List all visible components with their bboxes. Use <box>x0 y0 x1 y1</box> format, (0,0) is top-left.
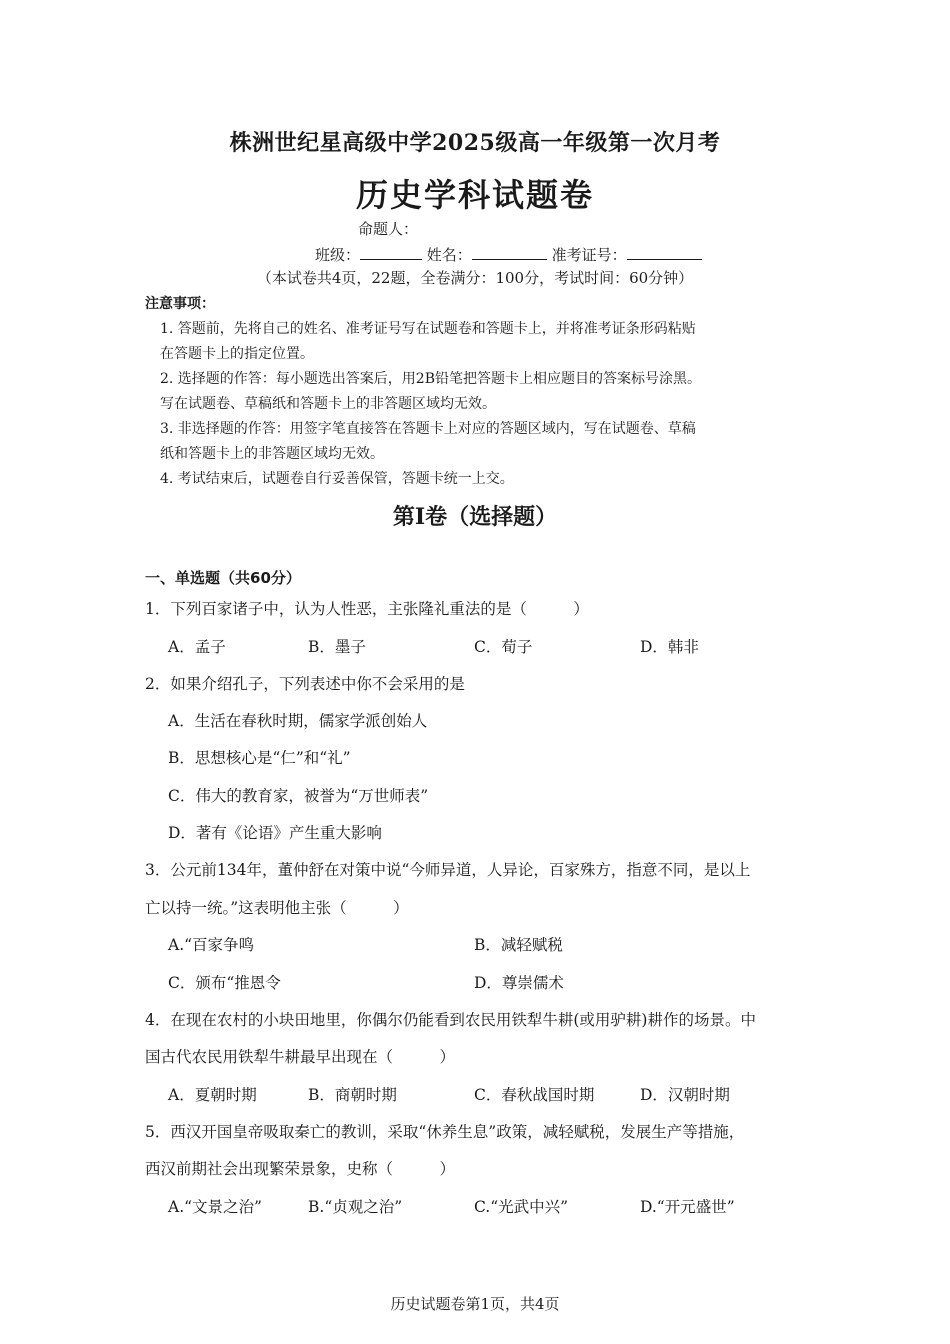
q1-option-a: A．孟子 <box>168 638 226 656</box>
notice-line: 1. 答题前，先将自己的姓名、准考证号写在试题卷和答题卡上，并将准考证条形码粘贴 <box>160 321 696 337</box>
q5-option-d: D.“开元盛世” <box>640 1198 735 1216</box>
part-title: 第Ⅰ卷（选择题） <box>392 504 558 530</box>
question-3-stem: 3．公元前134年，董仲舒在对策中说“今师异道，人异论，百家殊方，指意不同，是以上 <box>145 861 751 879</box>
q3-option-c: C．颁布“推恩令 <box>168 974 281 992</box>
question-1-stem: 1．下列百家诸子中，认为人性恶，主张隆礼重法的是（ ） <box>145 600 589 618</box>
notice-line: 写在试题卷、草稿纸和答题卡上的非答题区域均无效。 <box>160 396 496 412</box>
exam-id-blank <box>627 243 702 260</box>
notice-heading: 注意事项： <box>145 296 215 312</box>
question-5-stem: 5．西汉开国皇帝吸取秦亡的教训，采取“休养生息”政策，减轻赋税，发展生产等措施， <box>145 1123 745 1141</box>
notice-line: 4. 考试结束后，试题卷自行妥善保管，答题卡统一上交。 <box>160 471 514 487</box>
section-title: 一、单选题（共60分） <box>145 569 301 587</box>
q1-option-c: C．荀子 <box>474 638 533 656</box>
name-label: 姓名： <box>426 246 472 264</box>
exam-school-title: 株洲世纪星高级中学2025级高一年级第一次月考 <box>229 130 721 156</box>
notice-line: 纸和答题卡上的非答题区域均无效。 <box>160 446 384 462</box>
question-4-stem-cont: 国古代农民用铁犁牛耕最早出现在（ ） <box>145 1048 456 1066</box>
q3-option-b: B．减轻赋税 <box>474 936 563 954</box>
name-blank <box>472 243 547 260</box>
q2-option-b: B．思想核心是“仁”和“礼” <box>168 749 351 767</box>
q5-option-b: B.“贞观之治” <box>308 1198 403 1216</box>
q5-option-c: C.“光武中兴” <box>474 1198 569 1216</box>
notice-line: 在答题卡上的指定位置。 <box>160 346 314 362</box>
q3-option-d: D．尊崇儒术 <box>474 974 564 992</box>
exam-id-label: 准考证号： <box>551 246 627 264</box>
class-blank <box>360 243 422 260</box>
student-info-line <box>315 243 702 265</box>
q2-option-d: D．著有《论语》产生重大影响 <box>168 824 382 842</box>
class-label: 班级： <box>315 246 361 264</box>
q4-option-b: B．商朝时期 <box>308 1086 397 1104</box>
q4-option-c: C．春秋战国时期 <box>474 1086 595 1104</box>
exam-subject-title: 历史学科试题卷 <box>355 176 594 214</box>
q3-option-a: A.“百家争鸣 <box>168 936 255 954</box>
notice-line: 3. 非选择题的作答：用签字笔直接答在答题卡上对应的答题区域内，写在试题卷、草稿 <box>160 421 696 437</box>
page-footer: 历史试题卷第1页，共4页 <box>390 1295 560 1313</box>
notice-line: 2. 选择题的作答：每小题选出答案后，用2B铅笔把答题卡上相应题目的答案标号涂黑。 <box>160 371 702 387</box>
question-2-stem: 2．如果介绍孔子，下列表述中你不会采用的是 <box>145 675 465 693</box>
q4-option-d: D．汉朝时期 <box>640 1086 730 1104</box>
question-5-stem-cont: 西汉前期社会出现繁荣景象，史称（ ） <box>145 1160 456 1178</box>
q1-option-b: B．墨子 <box>308 638 366 656</box>
question-3-stem-cont: 亡以持一统。”这表明他主张（ ） <box>145 899 409 917</box>
exam-info: （本试卷共4页，22题，全卷满分：100分，考试时间：60分钟） <box>256 269 694 287</box>
q5-option-a: A.“文景之治” <box>168 1198 262 1216</box>
q4-option-a: A．夏朝时期 <box>168 1086 257 1104</box>
q2-option-c: C．伟大的教育家，被誉为“万世师表” <box>168 787 429 805</box>
q1-option-d: D．韩非 <box>640 638 699 656</box>
question-setter-label: 命题人： <box>358 220 419 238</box>
question-4-stem: 4．在现在农村的小块田地里，你偶尔仍能看到农民用铁犁牛耕(或用驴耕)耕作的场景。中 <box>145 1011 756 1029</box>
q2-option-a: A．生活在春秋时期，儒家学派创始人 <box>168 712 428 730</box>
